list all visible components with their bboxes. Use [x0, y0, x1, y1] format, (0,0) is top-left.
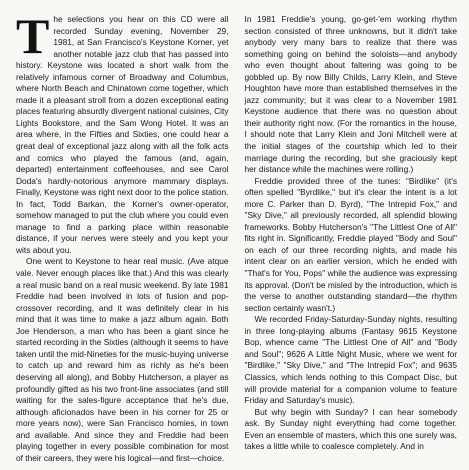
left-paragraph-1 [16, 8, 229, 256]
right-column [245, 14, 458, 464]
left-column [16, 8, 229, 464]
right-paragraph-2: Freddie provided three of the tunes: "Birdlike" (it's often spelled "Byrdlike," but it's clear the intent is a lot more C. Parker than D. Byrd), "The Intrepid Fox," and "Sky Dive," all previously recorded, all splendid blowing frameworks. Bobby Hutcherson's "The Littlest One of All" fits right in. Significantly, Freddie played "Body and Soul" on each of our three recording nights, and made his intent clear on an earlier version, which he ended with "That's for You, Pops" while the audience was expressing its approval. (Don't be misled by the introduction, which is the verse to another outstanding standard—the rhythm section certainly wasn't.) [244, 175, 457, 313]
right-paragraph-1: In 1981 Freddie's young, go-get-'em working rhythm section consisted of three unknowns, but it didn't take anybody very many bars to realize that there was something going on behind the soloists—and anybody who even thought about faltering was going to be gobbled up. By now Billy Childs, Larry Klein, and Steve Houghton have more than established themselves in the jazz community; but it was clear to a November 1981 Keystone audience that there was no question about their authority right now. (For the romantics in the house, I should note that Larry Klein and Joni Mitchell were at the initial stages of the courtship which led to their marriage during the recording, but she graciously kept her distance while the machines were rolling.) [244, 14, 457, 175]
right-paragraph-4: But why begin with Sunday? I can hear somebody ask. By Sunday night everything had come together. Even an ensemble of masters, which this one surely was, takes a little while to coalesce completely. And in [244, 406, 457, 452]
left-paragraph-2: One went to Keystone to hear real music. (Ave atque vale. Never enough places like that.) And this was clearly a real music band on a real music weekend. By late 1981 Freddie had been involved in lots of fusion and pop-crossover recording, and it was definitely clear in his mind that it was time to make a jazz album again. Both Joe Henderson, a man who has been a giant since he started recording in the Sixties (although it seems to have taken until the mid-Nineties for the music-buying universe to catch up and reward him as richly as he's been deserving all along), and Bobby Hutcherson, a player as profoundly gifted as his two front-line associates (and still waiting for the sales-figure acceptance that he's due, although aficionados have been in his corner for 25 or more years now), were San Francisco homies, in town and available. And since they and Freddie had been playing together in every possible combination for most of their careers, they were his logical—and first—choice. [16, 256, 229, 463]
right-paragraph-3: We recorded Friday-Saturday-Sunday nights, resulting in three long-playing albums (Fantasy 9615 Keystone Bop, whence came "The Littlest One of All" and "Body and Soul"; 9626 A Little Night Music, where we went for "Birdlike," "Sky Dive," and "The Intrepid Fox"; and 9635 Classics, which lends nothing to this Compact Disc, but will provide material for a companion volume to feature Friday and Saturday's music). [244, 314, 457, 406]
drop-cap-letter: T [16, 8, 50, 64]
left-paragraph-1-text: he selections you hear on this CD were all recorded Sunday evening, November 29, 1981, at San Francisco's Keystone Korner, yet another notable jazz club that has passed into history. Keystone was located a short walk from the relatively infamous corner of Broadway and Columbus, where North Beach and Chinatown come together, which made it a pleasant stroll from a dozen exceptional eating places featuring absurdly divergent national cuisines, City Lights Bookstore, and the Sam Wong Hotel. It was an area where, in the Fifties and Sixties, one could hear a great deal of exceptional jazz along with all the folk acts and comics who played the famous (and, again, departed) entertainment coffeehouses, and see Carol Doda's hardly-notorious anymore mammary displays. Finally, Keystone was right next door to the police station. In fact, Todd Barkan, the Korner's owner-operator, somehow managed to put the club where you could even manage to find a parking place within reasonable distance, if your nerves were steely and you kept your wits about you. [16, 14, 229, 255]
